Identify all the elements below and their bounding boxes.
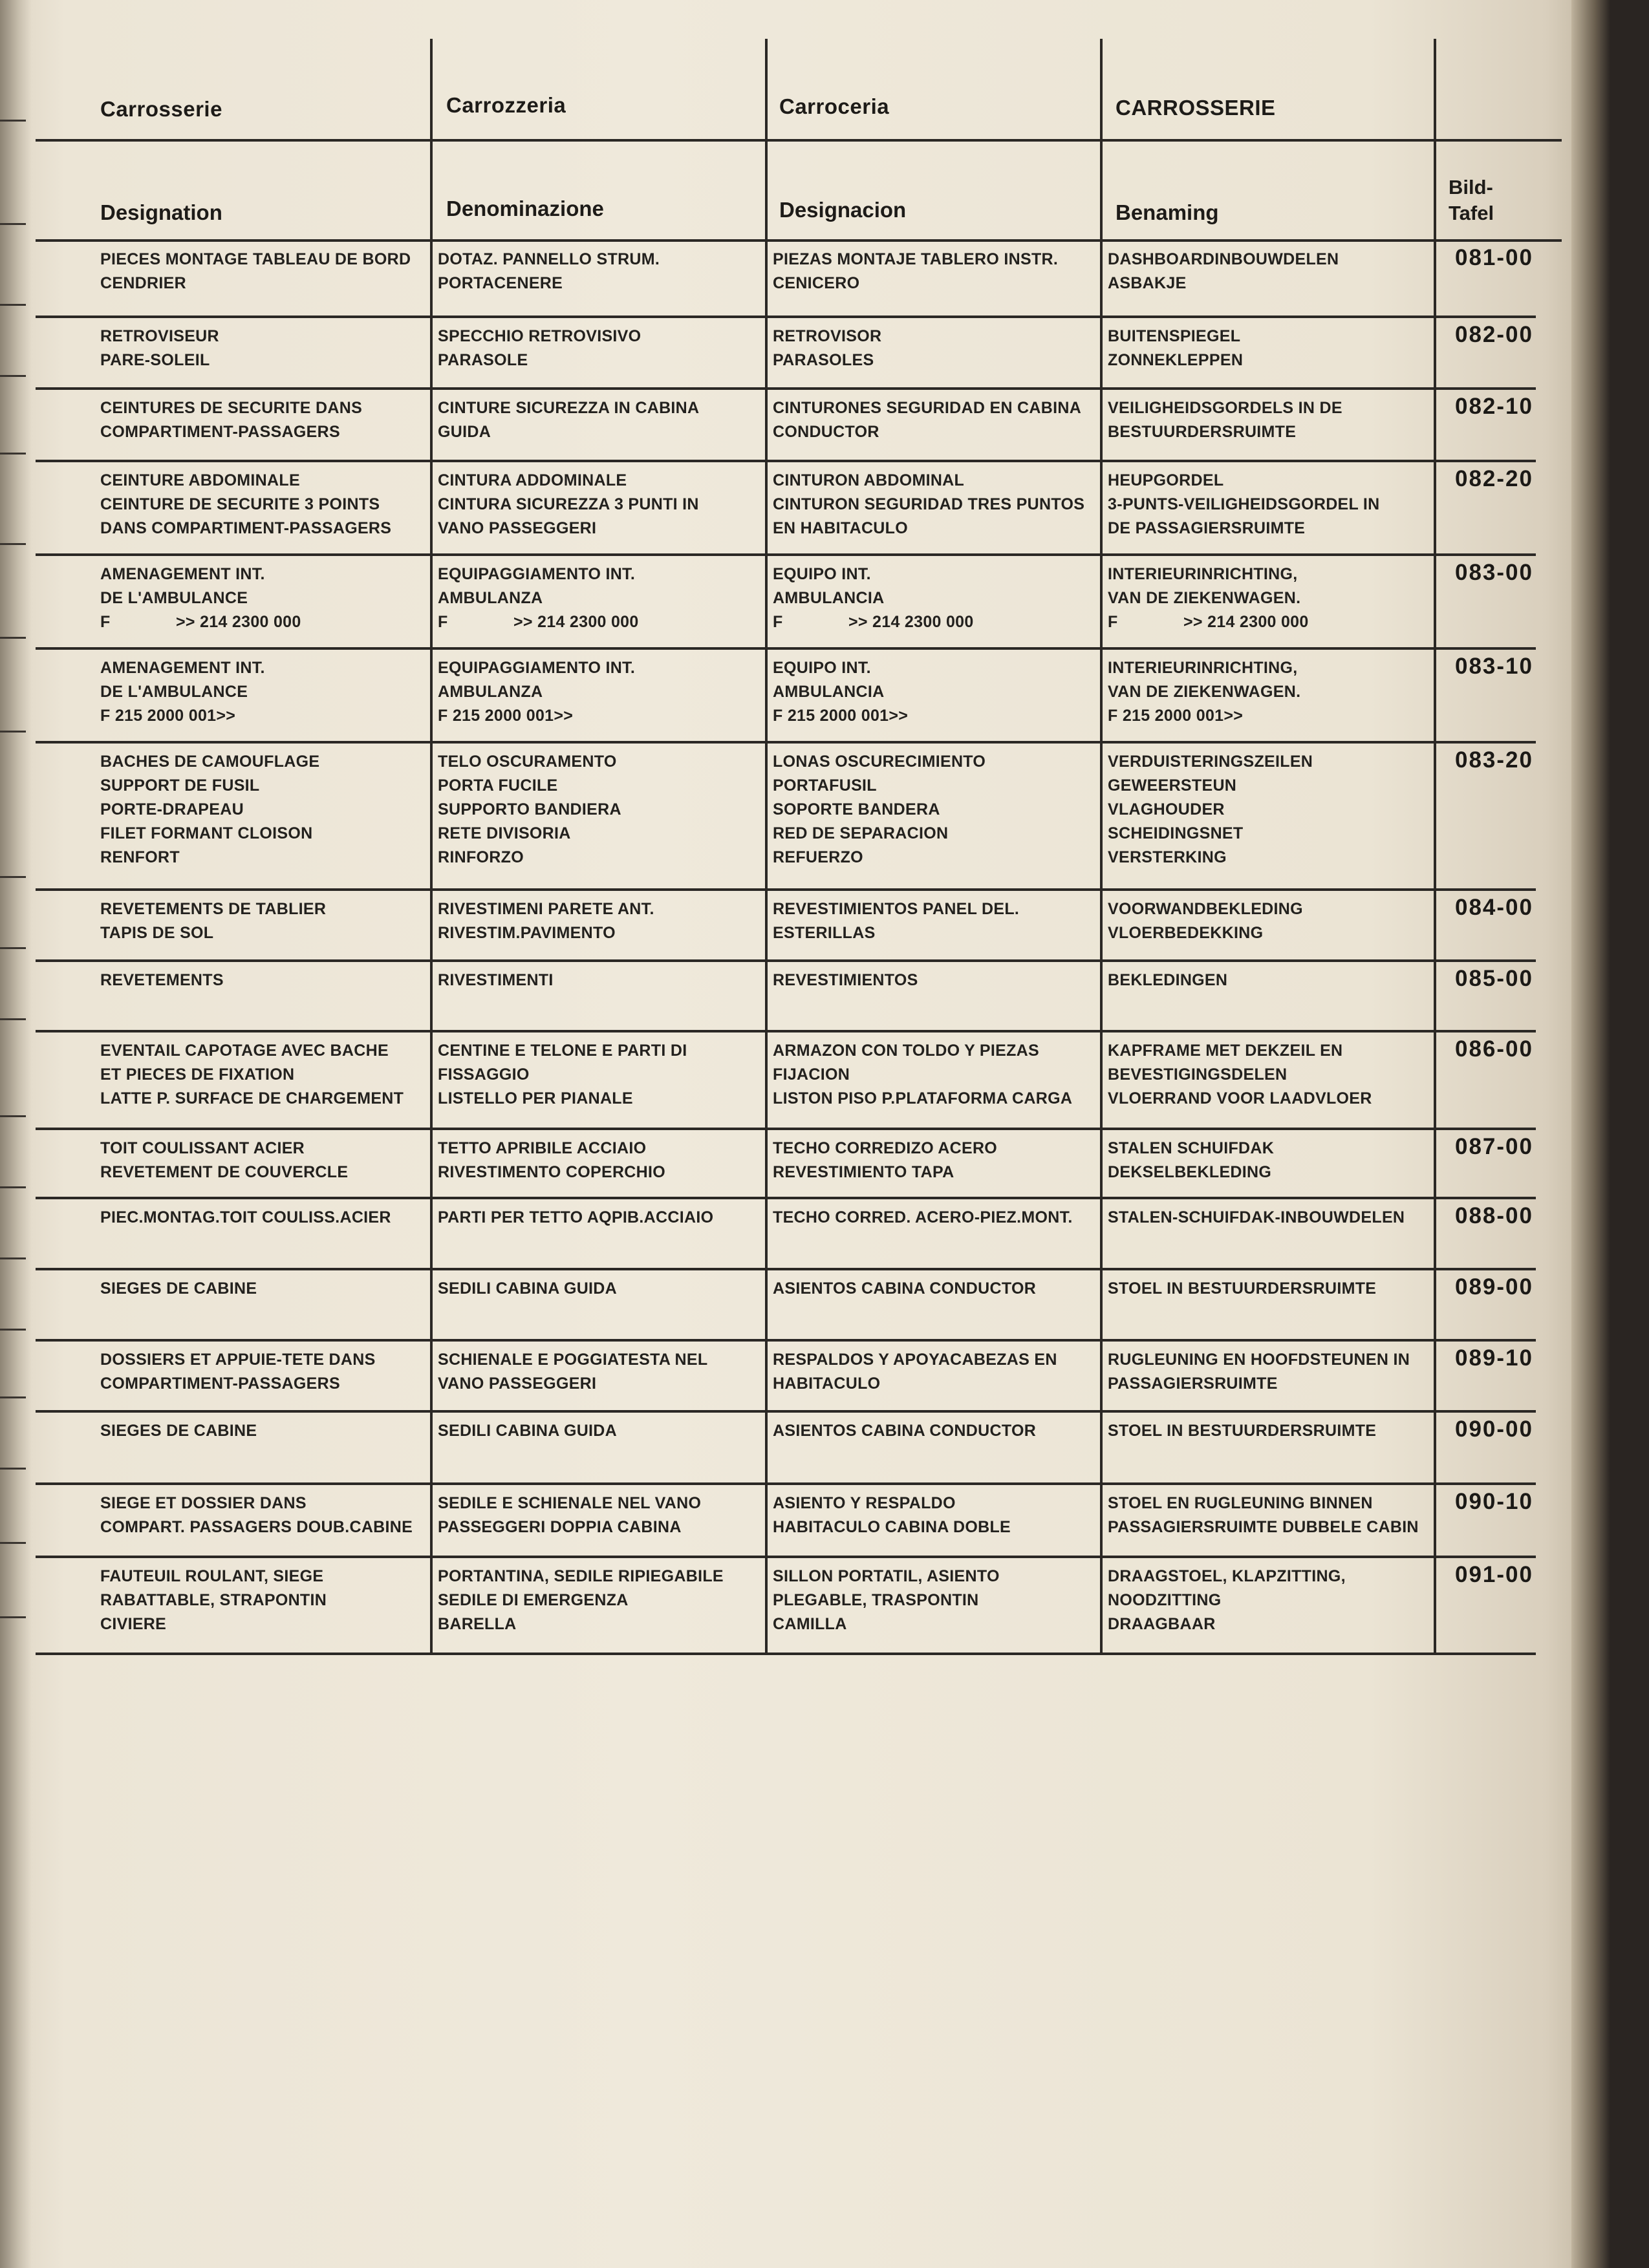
cell-line: STOEL EN RUGLEUNING BINNEN	[1108, 1494, 1373, 1512]
cell-line: CINTURA SICUREZZA 3 PUNTI IN	[438, 495, 699, 513]
cell-es	[773, 1277, 1036, 1301]
cell-line: FIJACION	[773, 1065, 850, 1084]
cell-es	[773, 1137, 997, 1184]
cell-line: CEINTURE DE SECURITE 3 POINTS	[100, 495, 380, 513]
cell-nl	[1108, 1419, 1376, 1443]
header-divider	[36, 139, 1562, 142]
cell-line: PARE-SOLEIL	[100, 351, 210, 369]
cell-es	[773, 396, 1081, 444]
cell-es	[773, 968, 918, 992]
cell-line: AMBULANCIA	[773, 683, 885, 701]
cell-fr	[100, 562, 301, 634]
cell-line: PORTAFUSIL	[773, 776, 877, 795]
cell-line: PASSAGIERSRUIMTE	[1108, 1375, 1278, 1393]
cell-line: CENTINE E TELONE E PARTI DI	[438, 1042, 687, 1060]
row-divider	[36, 387, 1536, 390]
cell-fr	[100, 396, 362, 444]
cell-es	[773, 562, 974, 634]
cell-line: AMBULANZA	[438, 683, 543, 701]
cell-es	[773, 248, 1058, 295]
cell-line: CIVIERE	[100, 1615, 167, 1633]
cell-line: REVESTIMIENTOS PANEL DEL.	[773, 900, 1020, 918]
cell-line: INTERIEURINRICHTING,	[1108, 565, 1298, 583]
cell-line: SILLON PORTATIL, ASIENTO	[773, 1567, 1000, 1585]
cell-line: SIEGES DE CABINE	[100, 1422, 257, 1440]
subheader-code-line2: Tafel	[1449, 202, 1494, 224]
cell-line: 3-PUNTS-VEILIGHEIDSGORDEL IN	[1108, 495, 1380, 513]
cell-line: PARTI PER TETTO AQPIB.ACCIAIO	[438, 1208, 714, 1226]
cell-line: LONAS OSCURECIMIENTO	[773, 753, 986, 771]
plate-code: 082-00	[1455, 322, 1533, 347]
index-tick	[0, 375, 26, 377]
cell-line: VLOERRAND VOOR LAADVLOER	[1108, 1089, 1372, 1107]
cell-es	[773, 1039, 1072, 1111]
cell-line: BARELLA	[438, 1615, 517, 1633]
cell-es	[773, 1565, 1000, 1636]
cell-line: AMBULANCIA	[773, 589, 885, 607]
cell-it	[438, 562, 639, 634]
cell-line: F >> 214 2300 000	[100, 613, 301, 631]
cell-it	[438, 656, 635, 728]
cell-line: SEDILE E SCHIENALE NEL VANO	[438, 1494, 702, 1512]
cell-line: VAN DE ZIEKENWAGEN.	[1108, 683, 1301, 701]
cell-line: GUIDA	[438, 423, 491, 441]
cell-line: REVETEMENTS DE TABLIER	[100, 900, 327, 918]
row-divider	[36, 1556, 1536, 1558]
row-divider	[36, 316, 1536, 318]
cell-line: LISTON PISO P.PLATAFORMA CARGA	[773, 1089, 1073, 1107]
subheader-it: Denominazione	[446, 197, 604, 220]
cell-line: ASIENTOS CABINA CONDUCTOR	[773, 1422, 1037, 1440]
cell-line: CINTURONES SEGURIDAD EN CABINA	[773, 399, 1082, 417]
index-tick	[0, 947, 26, 949]
cell-fr	[100, 1137, 348, 1184]
cell-line: PIECES MONTAGE TABLEAU DE BORD	[100, 250, 411, 268]
cell-line: BESTUURDERSRUIMTE	[1108, 423, 1297, 441]
subheader-nl: Benaming	[1116, 200, 1219, 224]
cell-nl	[1108, 1348, 1410, 1396]
cell-line: RETROVISEUR	[100, 327, 219, 345]
cell-line: NOODZITTING	[1108, 1591, 1222, 1609]
cell-line: SCHEIDINGSNET	[1108, 824, 1244, 842]
row-divider	[36, 959, 1536, 962]
cell-line: DE L'AMBULANCE	[100, 683, 248, 701]
cell-line: SIEGES DE CABINE	[100, 1279, 257, 1298]
cell-line: F 215 2000 001>>	[773, 707, 909, 725]
cell-line: ASIENTOS CABINA CONDUCTOR	[773, 1279, 1037, 1298]
index-tick	[0, 1616, 26, 1618]
cell-nl	[1108, 1492, 1419, 1539]
cell-line: CINTURON SEGURIDAD TRES PUNTOS	[773, 495, 1085, 513]
header-es: Carroceria	[779, 94, 890, 118]
cell-line: ET PIECES DE FIXATION	[100, 1065, 295, 1084]
cell-fr	[100, 325, 219, 372]
cell-fr	[100, 897, 326, 945]
cell-fr	[100, 968, 224, 992]
page-edge-shadow	[1571, 0, 1610, 2268]
cell-line: F 215 2000 001>>	[1108, 707, 1244, 725]
index-tick	[0, 1186, 26, 1188]
plate-code: 084-00	[1455, 895, 1533, 920]
cell-nl	[1108, 1137, 1274, 1184]
cell-fr	[100, 1039, 404, 1111]
plate-code: 091-00	[1455, 1562, 1533, 1587]
cell-line: TOIT COULISSANT ACIER	[100, 1139, 305, 1157]
cell-it	[438, 248, 660, 295]
index-tick	[0, 1018, 26, 1020]
cell-line: DOTAZ. PANNELLO STRUM.	[438, 250, 660, 268]
cell-nl	[1108, 1565, 1346, 1636]
cell-line: VANO PASSEGGERI	[438, 519, 597, 537]
cell-line: AMBULANZA	[438, 589, 543, 607]
plate-code: 083-20	[1455, 747, 1533, 773]
cell-line: STOEL IN BESTUURDERSRUIMTE	[1108, 1279, 1377, 1298]
plate-code: 087-00	[1455, 1134, 1533, 1159]
cell-es	[773, 1206, 1073, 1230]
cell-line: ESTERILLAS	[773, 924, 876, 942]
cell-nl	[1108, 562, 1309, 634]
cell-line: RIVESTIM.PAVIMENTO	[438, 924, 616, 942]
cell-it	[438, 396, 699, 444]
plate-code: 085-00	[1455, 966, 1533, 991]
cell-line: REVESTIMIENTOS	[773, 971, 918, 989]
cell-line: VANO PASSEGGERI	[438, 1375, 597, 1393]
cell-line: FILET FORMANT CLOISON	[100, 824, 313, 842]
cell-line: DRAAGBAAR	[1108, 1615, 1216, 1633]
cell-line: CINTURE SICUREZZA IN CABINA	[438, 399, 700, 417]
cell-line: STALEN SCHUIFDAK	[1108, 1139, 1275, 1157]
cell-line: TECHO CORREDIZO ACERO	[773, 1139, 998, 1157]
row-divider	[36, 1197, 1536, 1199]
row-divider	[36, 1410, 1536, 1413]
cell-line: LATTE P. SURFACE DE CHARGEMENT	[100, 1089, 404, 1107]
index-tick	[0, 731, 26, 733]
cell-line: TECHO CORRED. ACERO-PIEZ.MONT.	[773, 1208, 1073, 1226]
plate-code: 086-00	[1455, 1036, 1533, 1062]
cell-line: TETTO APRIBILE ACCIAIO	[438, 1139, 647, 1157]
index-tick	[0, 1468, 26, 1470]
cell-line: RIVESTIMENTI	[438, 971, 554, 989]
cell-nl	[1108, 897, 1303, 945]
plate-code: 088-00	[1455, 1203, 1533, 1228]
index-tick	[0, 453, 26, 455]
cell-fr	[100, 469, 391, 540]
cell-es	[773, 656, 908, 728]
cell-line: SEDILI CABINA GUIDA	[438, 1422, 618, 1440]
cell-nl	[1108, 248, 1339, 295]
cell-line: ASBAKJE	[1108, 274, 1187, 292]
index-tick	[0, 304, 26, 306]
index-tick	[0, 1329, 26, 1331]
cell-line: SPECCHIO RETROVISIVO	[438, 327, 641, 345]
plate-code: 089-10	[1455, 1345, 1533, 1371]
cell-line: SOPORTE BANDERA	[773, 800, 940, 818]
cell-it	[438, 1419, 617, 1443]
row-divider	[36, 647, 1536, 650]
cell-line: CEINTURE ABDOMINALE	[100, 471, 300, 489]
cell-line: VLOERBEDEKKING	[1108, 924, 1264, 942]
cell-line: DE PASSAGIERSRUIMTE	[1108, 519, 1306, 537]
column-divider	[765, 39, 768, 1655]
cell-line: PARASOLE	[438, 351, 528, 369]
cell-line: PORTE-DRAPEAU	[100, 800, 244, 818]
cell-line: CENICERO	[773, 274, 860, 292]
cell-line: INTERIEURINRICHTING,	[1108, 659, 1298, 677]
index-tick	[0, 1396, 26, 1398]
cell-line: COMPART. PASSAGERS DOUB.CABINE	[100, 1518, 413, 1536]
cell-line: CENDRIER	[100, 274, 186, 292]
cell-line: CEINTURES DE SECURITE DANS	[100, 399, 363, 417]
cell-es	[773, 1419, 1036, 1443]
plate-code: 082-20	[1455, 466, 1533, 491]
cell-line: PORTANTINA, SEDILE RIPIEGABILE	[438, 1567, 724, 1585]
cell-line: COMPARTIMENT-PASSAGERS	[100, 1375, 340, 1393]
cell-line: PIEC.MONTAG.TOIT COULISS.ACIER	[100, 1208, 391, 1226]
cell-line: SEDILI CABINA GUIDA	[438, 1279, 618, 1298]
cell-line: PIEZAS MONTAJE TABLERO INSTR.	[773, 250, 1059, 268]
cell-line: REVETEMENTS	[100, 971, 224, 989]
cell-line: KAPFRAME MET DEKZEIL EN	[1108, 1042, 1343, 1060]
cell-line: SCHIENALE E POGGIATESTA NEL	[438, 1351, 708, 1369]
plate-code: 090-10	[1455, 1489, 1533, 1514]
cell-line: CAMILLA	[773, 1615, 847, 1633]
cell-it	[438, 1206, 713, 1230]
cell-line: RIVESTIMENI PARETE ANT.	[438, 900, 654, 918]
cell-line: SEDILE DI EMERGENZA	[438, 1591, 629, 1609]
cell-line: RUGLEUNING EN HOOFDSTEUNEN IN	[1108, 1351, 1410, 1369]
cell-fr	[100, 1348, 376, 1396]
cell-line: F 215 2000 001>>	[438, 707, 574, 725]
cell-line: PORTA FUCILE	[438, 776, 558, 795]
cell-line: F >> 214 2300 000	[1108, 613, 1309, 631]
index-tick	[0, 1115, 26, 1117]
cell-line: BEVESTIGINGSDELEN	[1108, 1065, 1288, 1084]
cell-fr	[100, 248, 411, 295]
index-tick	[0, 1257, 26, 1259]
cell-line: EQUIPAGGIAMENTO INT.	[438, 659, 636, 677]
cell-it	[438, 325, 641, 372]
cell-line: F 215 2000 001>>	[100, 707, 236, 725]
index-tick	[0, 120, 26, 122]
cell-it	[438, 1137, 665, 1184]
cell-line: DOSSIERS ET APPUIE-TETE DANS	[100, 1351, 376, 1369]
cell-nl	[1108, 469, 1380, 540]
cell-line: DEKSELBEKLEDING	[1108, 1163, 1272, 1181]
row-divider	[36, 1030, 1536, 1032]
cell-line: PORTACENERE	[438, 274, 563, 292]
cell-line: F >> 214 2300 000	[773, 613, 974, 631]
cell-line: EN HABITACULO	[773, 519, 908, 537]
cell-line: GEWEERSTEUN	[1108, 776, 1237, 795]
cell-line: ZONNEKLEPPEN	[1108, 351, 1244, 369]
cell-fr	[100, 750, 319, 870]
cell-it	[438, 1492, 701, 1539]
cell-fr	[100, 1492, 413, 1539]
column-divider	[430, 39, 433, 1655]
row-divider	[36, 553, 1536, 556]
cell-line: COMPARTIMENT-PASSAGERS	[100, 423, 340, 441]
cell-line: PASSAGIERSRUIMTE DUBBELE CABIN	[1108, 1518, 1419, 1536]
cell-line: SUPPORT DE FUSIL	[100, 776, 260, 795]
subheader-code	[1449, 175, 1494, 226]
cell-line: HEUPGORDEL	[1108, 471, 1224, 489]
cell-line: LISTELLO PER PIANALE	[438, 1089, 633, 1107]
cell-line: EQUIPO INT.	[773, 659, 871, 677]
cell-line: EQUIPAGGIAMENTO INT.	[438, 565, 636, 583]
plate-code: 082-10	[1455, 394, 1533, 419]
subheader-code-line1: Bild-	[1449, 176, 1493, 198]
cell-line: REVETEMENT DE COUVERCLE	[100, 1163, 349, 1181]
cell-line: STOEL IN BESTUURDERSRUIMTE	[1108, 1422, 1377, 1440]
cell-line: CONDUCTOR	[773, 423, 879, 441]
subheader-es: Designacion	[779, 198, 907, 222]
row-divider	[36, 460, 1536, 462]
cell-line: PLEGABLE, TRASPONTIN	[773, 1591, 979, 1609]
cell-line: DASHBOARDINBOUWDELEN	[1108, 250, 1339, 268]
cell-it	[438, 469, 699, 540]
index-tick	[0, 543, 26, 545]
header-fr: Carrosserie	[100, 97, 222, 121]
plate-code: 083-10	[1455, 654, 1533, 679]
index-tick	[0, 1542, 26, 1544]
cell-line: DRAAGSTOEL, KLAPZITTING,	[1108, 1567, 1346, 1585]
cell-line: RETE DIVISORIA	[438, 824, 571, 842]
cell-es	[773, 1348, 1057, 1396]
plate-code: 083-00	[1455, 560, 1533, 585]
plate-code: 089-00	[1455, 1274, 1533, 1300]
cell-line: VLAGHOUDER	[1108, 800, 1225, 818]
index-tick	[0, 876, 26, 878]
cell-line: HABITACULO CABINA DOBLE	[773, 1518, 1011, 1536]
cell-nl	[1108, 656, 1300, 728]
cell-line: RABATTABLE, STRAPONTIN	[100, 1591, 327, 1609]
row-divider	[36, 1653, 1536, 1655]
cell-fr	[100, 656, 265, 728]
cell-es	[773, 469, 1084, 540]
cell-line: VERDUISTERINGSZEILEN	[1108, 753, 1313, 771]
cell-line: SIEGE ET DOSSIER DANS	[100, 1494, 307, 1512]
cell-fr	[100, 1419, 257, 1443]
cell-line: TELO OSCURAMENTO	[438, 753, 617, 771]
cell-es	[773, 897, 1019, 945]
cell-line: CINTURA ADDOMINALE	[438, 471, 627, 489]
header-nl: CARROSSERIE	[1116, 96, 1276, 120]
cell-line: RETROVISOR	[773, 327, 882, 345]
binding-spine	[0, 0, 31, 2268]
cell-nl	[1108, 1206, 1405, 1230]
cell-line: RESPALDOS Y APOYACABEZAS EN	[773, 1351, 1057, 1369]
cell-line: FAUTEUIL ROULANT, SIEGE	[100, 1567, 324, 1585]
header-divider	[36, 239, 1562, 242]
cell-it	[438, 1348, 707, 1396]
cell-es	[773, 750, 986, 870]
cell-line: VERSTERKING	[1108, 848, 1227, 866]
cell-line: F >> 214 2300 000	[438, 613, 639, 631]
cell-line: DANS COMPARTIMENT-PASSAGERS	[100, 519, 392, 537]
cell-line: CINTURON ABDOMINAL	[773, 471, 965, 489]
cell-it	[438, 968, 554, 992]
cell-line: BEKLEDINGEN	[1108, 971, 1228, 989]
cell-line: REFUERZO	[773, 848, 863, 866]
cell-nl	[1108, 1277, 1376, 1301]
row-divider	[36, 1128, 1536, 1130]
column-divider	[1434, 39, 1436, 1655]
cell-it	[438, 897, 654, 945]
row-divider	[36, 1339, 1536, 1342]
cell-line: AMENAGEMENT INT.	[100, 565, 265, 583]
cell-es	[773, 1492, 1011, 1539]
cell-line: EQUIPO INT.	[773, 565, 871, 583]
subheader-fr: Designation	[100, 200, 222, 224]
cell-line: TAPIS DE SOL	[100, 924, 214, 942]
plate-code: 090-00	[1455, 1417, 1533, 1442]
plate-code: 081-00	[1455, 245, 1533, 270]
cell-it	[438, 750, 621, 870]
cell-line: BUITENSPIEGEL	[1108, 327, 1241, 345]
header-it: Carrozzeria	[446, 93, 566, 117]
cell-line: HABITACULO	[773, 1375, 881, 1393]
cell-line: REVESTIMIENTO TAPA	[773, 1163, 954, 1181]
cell-it	[438, 1277, 617, 1301]
cell-line: RIVESTIMENTO COPERCHIO	[438, 1163, 666, 1181]
cell-line: FISSAGGIO	[438, 1065, 530, 1084]
cell-line: SUPPORTO BANDIERA	[438, 800, 621, 818]
index-tick	[0, 223, 26, 225]
row-divider	[36, 1482, 1536, 1485]
cell-es	[773, 325, 881, 372]
cell-line: ARMAZON CON TOLDO Y PIEZAS	[773, 1042, 1039, 1060]
cell-line: ASIENTO Y RESPALDO	[773, 1494, 956, 1512]
row-divider	[36, 741, 1536, 744]
cell-nl	[1108, 1039, 1372, 1111]
cell-line: PASSEGGERI DOPPIA CABINA	[438, 1518, 682, 1536]
cell-fr	[100, 1565, 327, 1636]
cell-line: STALEN-SCHUIFDAK-INBOUWDELEN	[1108, 1208, 1405, 1226]
cell-line: AMENAGEMENT INT.	[100, 659, 265, 677]
cell-line: RED DE SEPARACION	[773, 824, 949, 842]
cell-line: VOORWANDBEKLEDING	[1108, 900, 1303, 918]
index-tick	[0, 637, 26, 639]
cell-line: PARASOLES	[773, 351, 874, 369]
cell-line: RINFORZO	[438, 848, 524, 866]
cell-fr	[100, 1277, 257, 1301]
cell-fr	[100, 1206, 391, 1230]
cell-nl	[1108, 968, 1227, 992]
cell-it	[438, 1039, 687, 1111]
row-divider	[36, 1268, 1536, 1270]
cell-nl	[1108, 750, 1313, 870]
cell-line: EVENTAIL CAPOTAGE AVEC BACHE	[100, 1042, 389, 1060]
cell-nl	[1108, 325, 1243, 372]
cell-nl	[1108, 396, 1342, 444]
cell-it	[438, 1565, 724, 1636]
cell-line: VAN DE ZIEKENWAGEN.	[1108, 589, 1301, 607]
row-divider	[36, 888, 1536, 891]
cell-line: VEILIGHEIDSGORDELS IN DE	[1108, 399, 1342, 417]
column-divider	[1100, 39, 1103, 1655]
cell-line: BACHES DE CAMOUFLAGE	[100, 753, 320, 771]
cell-line: RENFORT	[100, 848, 180, 866]
cell-line: DE L'AMBULANCE	[100, 589, 248, 607]
